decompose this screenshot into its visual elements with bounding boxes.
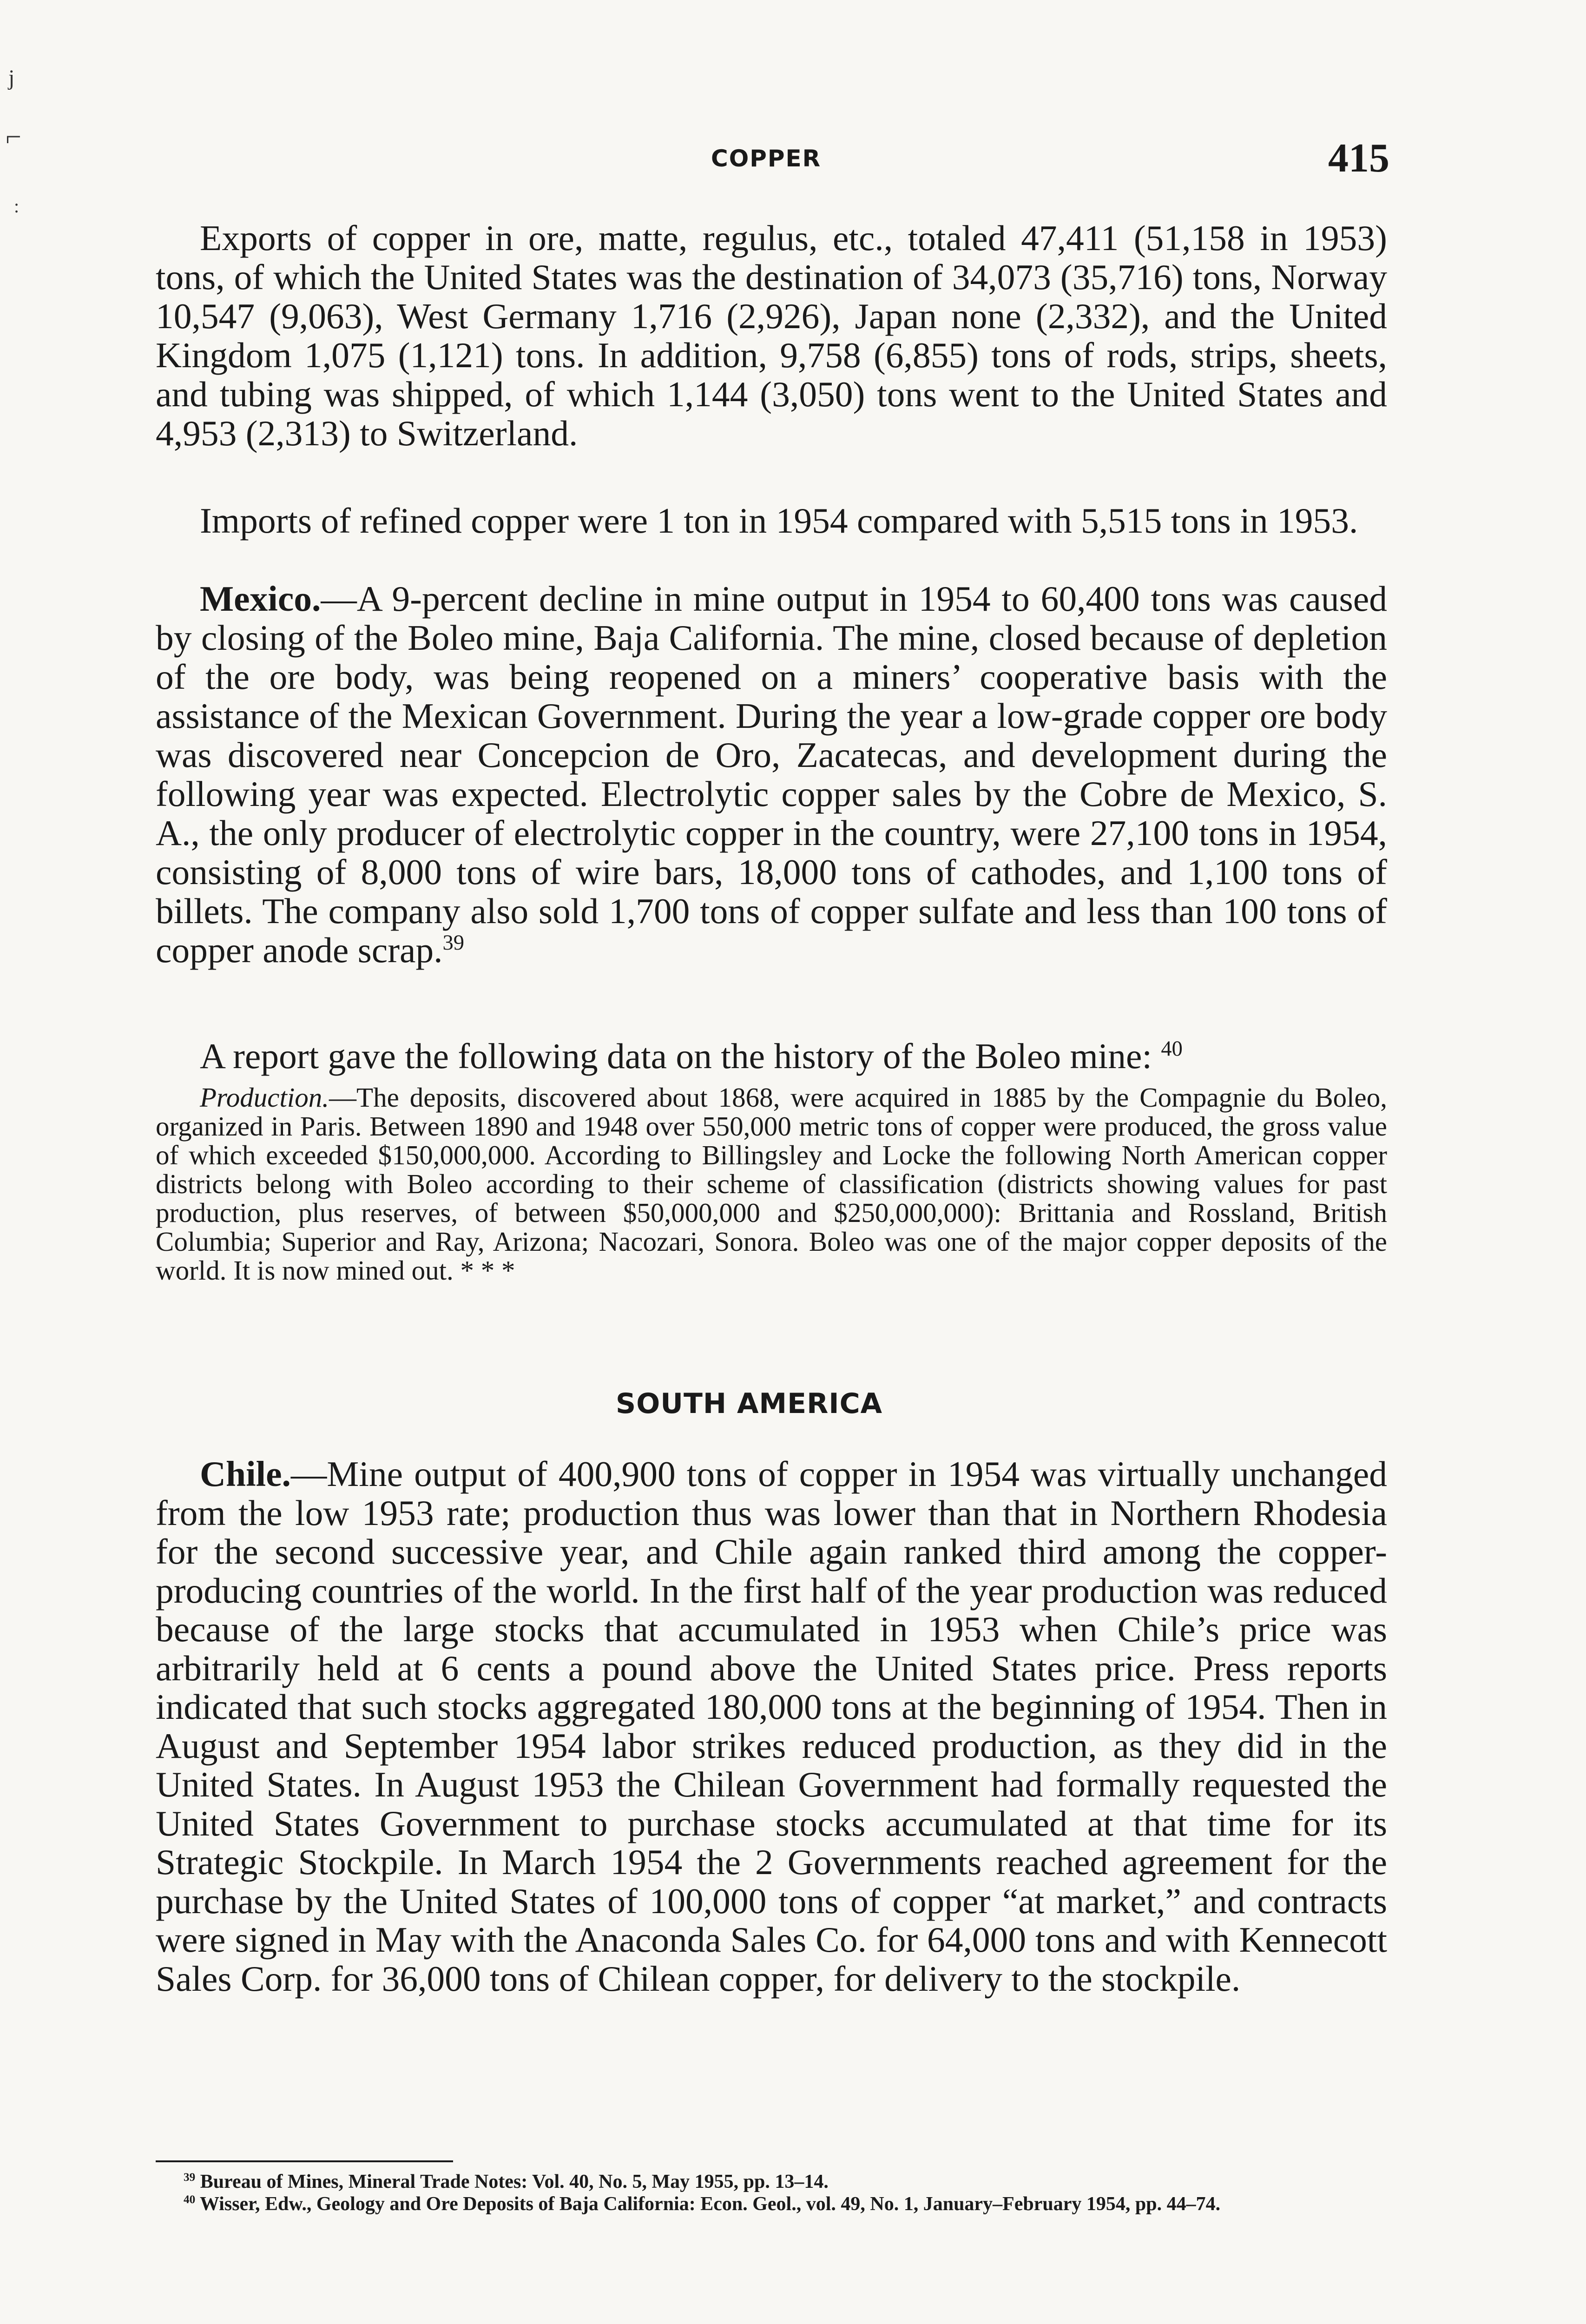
footnote-rule [156, 2160, 453, 2162]
footnote [156, 2193, 1387, 2215]
paragraph-exports [156, 218, 1387, 453]
footnote-ref: 39 [442, 931, 465, 955]
paragraph-chile [156, 1455, 1387, 1998]
footnote-text: Wisser, Edw., Geology and Ore Deposits of Baja California: Econ. Geol., vol. 49, No. 1, January–February 1954, pp. 44–74. [199, 2193, 1221, 2215]
run-in-heading-mexico: Mexico. [200, 579, 321, 619]
paragraph-body: A report gave the following data on the history of the Boleo mine: [200, 1036, 1152, 1076]
footnote-ref: 40 [1161, 1037, 1183, 1061]
footnote-text: Bureau of Mines, Mineral Trade Notes: Vol. 40, No. 5, May 1955, pp. 13–14. [200, 2171, 829, 2192]
margin-mark: ⌐ [6, 121, 21, 152]
run-in-heading-chile: Chile. [200, 1454, 291, 1494]
paragraph-text [156, 579, 1387, 970]
paragraph-body: —A 9-percent decline in mine output in 1954 to 60,400 tons was caused by closing of the Boleo mine, Baja California. The mine, closed because of depletion of the ore body, was being reopened on a miners’ cooperative basis with the assistance of the Mexican Government. During the year a low-grade copper ore body was discovered near Concepcion de Oro, Zacatecas, and development during the following year was expected. Electrolytic copper sales by the Cobre de Mexico, S. A., the only producer of electrolytic copper in the country, were 27,100 tons in 1954, consisting of 8,000 tons of wire bars, 18,000 tons of cathodes, and 1,100 tons of billets. The company also sold 1,700 tons of copper sulfate and less than 100 tons of copper anode scrap. [156, 579, 1387, 970]
paragraph-imports [156, 501, 1387, 540]
paragraph-text: Imports of refined copper were 1 ton in 1954 compared with 5,515 tons in 1953. [200, 501, 1358, 541]
quoted-extract [156, 1083, 1387, 1285]
footnote [156, 2171, 1387, 2193]
extract-lead: Production. [200, 1082, 329, 1113]
paragraph-body: —Mine output of 400,900 tons of copper in 1954 was virtually unchanged from the low 1953 rate; production thus was lower than that in Northern Rhodesia for the second successive year, and Chile again ranked third among the copper-producing countries of the world. In the first half of the year production was reduced because of the large stocks that accumulated in 1953 when Chile’s price was arbitrarily held at 6 cents a pound above the United States price. Press reports indicated that such stocks aggregated 180,000 tons at the beginning of 1954. Then in August and September 1954 labor strikes reduced production, as they did in the United States. In August 1953 the Chilean Government had formally requested the United States Government to purchase stocks accumulated at that time for its Strategic Stockpile. In March 1954 the 2 Governments reached agreement for the purchase by the United States of 100,000 tons of copper “at market,” and contracts were signed in May with the Anaconda Sales Co. for 64,000 tons and with Kennecott Sales Corp. for 36,000 tons of Chilean copper, for delivery to the stockpile. [156, 1454, 1387, 1999]
paragraph-text [156, 1037, 1387, 1076]
page-header [158, 135, 1389, 186]
footnote-number: 40 [184, 2193, 196, 2206]
paragraph-mexico [156, 579, 1387, 970]
margin-mark: j [8, 66, 15, 90]
extract-text [156, 1083, 1387, 1285]
paragraph-text: Exports of copper in ore, matte, regulus, etc., totaled 47,411 (51,158 in 1953) tons, of which the United States was the destination of 34,073 (35,716) tons, Norway 10,547 (9,063), West Germany 1,716 (2,926), Japan none (2,332), and the United Kingdom 1,075 (1,121) tons. In addition, 9,758 (6,855) tons of rods, strips, sheets, and tubing was shipped, of which 1,144 (3,050) tons went to the United States and 4,953 (2,313) to Switzerland. [156, 218, 1387, 453]
footnote-number: 39 [184, 2171, 196, 2184]
running-head: COPPER [711, 145, 822, 172]
paragraph-report [156, 1037, 1387, 1076]
extract-body: —The deposits, discovered about 1868, were acquired in 1885 by the Compagnie du Boleo, organized in Paris. Between 1890 and 1948 over 550,000 metric tons of copper were produced, the gross value of which exceeded $150,000,000. According to Billingsley and Locke the following North American copper districts belong with Boleo according to their scheme of classification (districts showing values for past production, plus reserves, of between $50,000,000 and $250,000,000): Brittania and Rossland, British Columbia; Superior and Ray, Arizona; Nacozari, Sonora. Boleo was one of the major copper deposits of the world. It is now mined out. * * * [156, 1082, 1387, 1286]
section-heading: SOUTH AMERICA [616, 1387, 883, 1420]
page-number: 415 [1328, 136, 1389, 181]
margin-mark: : [14, 196, 20, 217]
paragraph-text [156, 1455, 1387, 1998]
footnotes [156, 2171, 1387, 2215]
